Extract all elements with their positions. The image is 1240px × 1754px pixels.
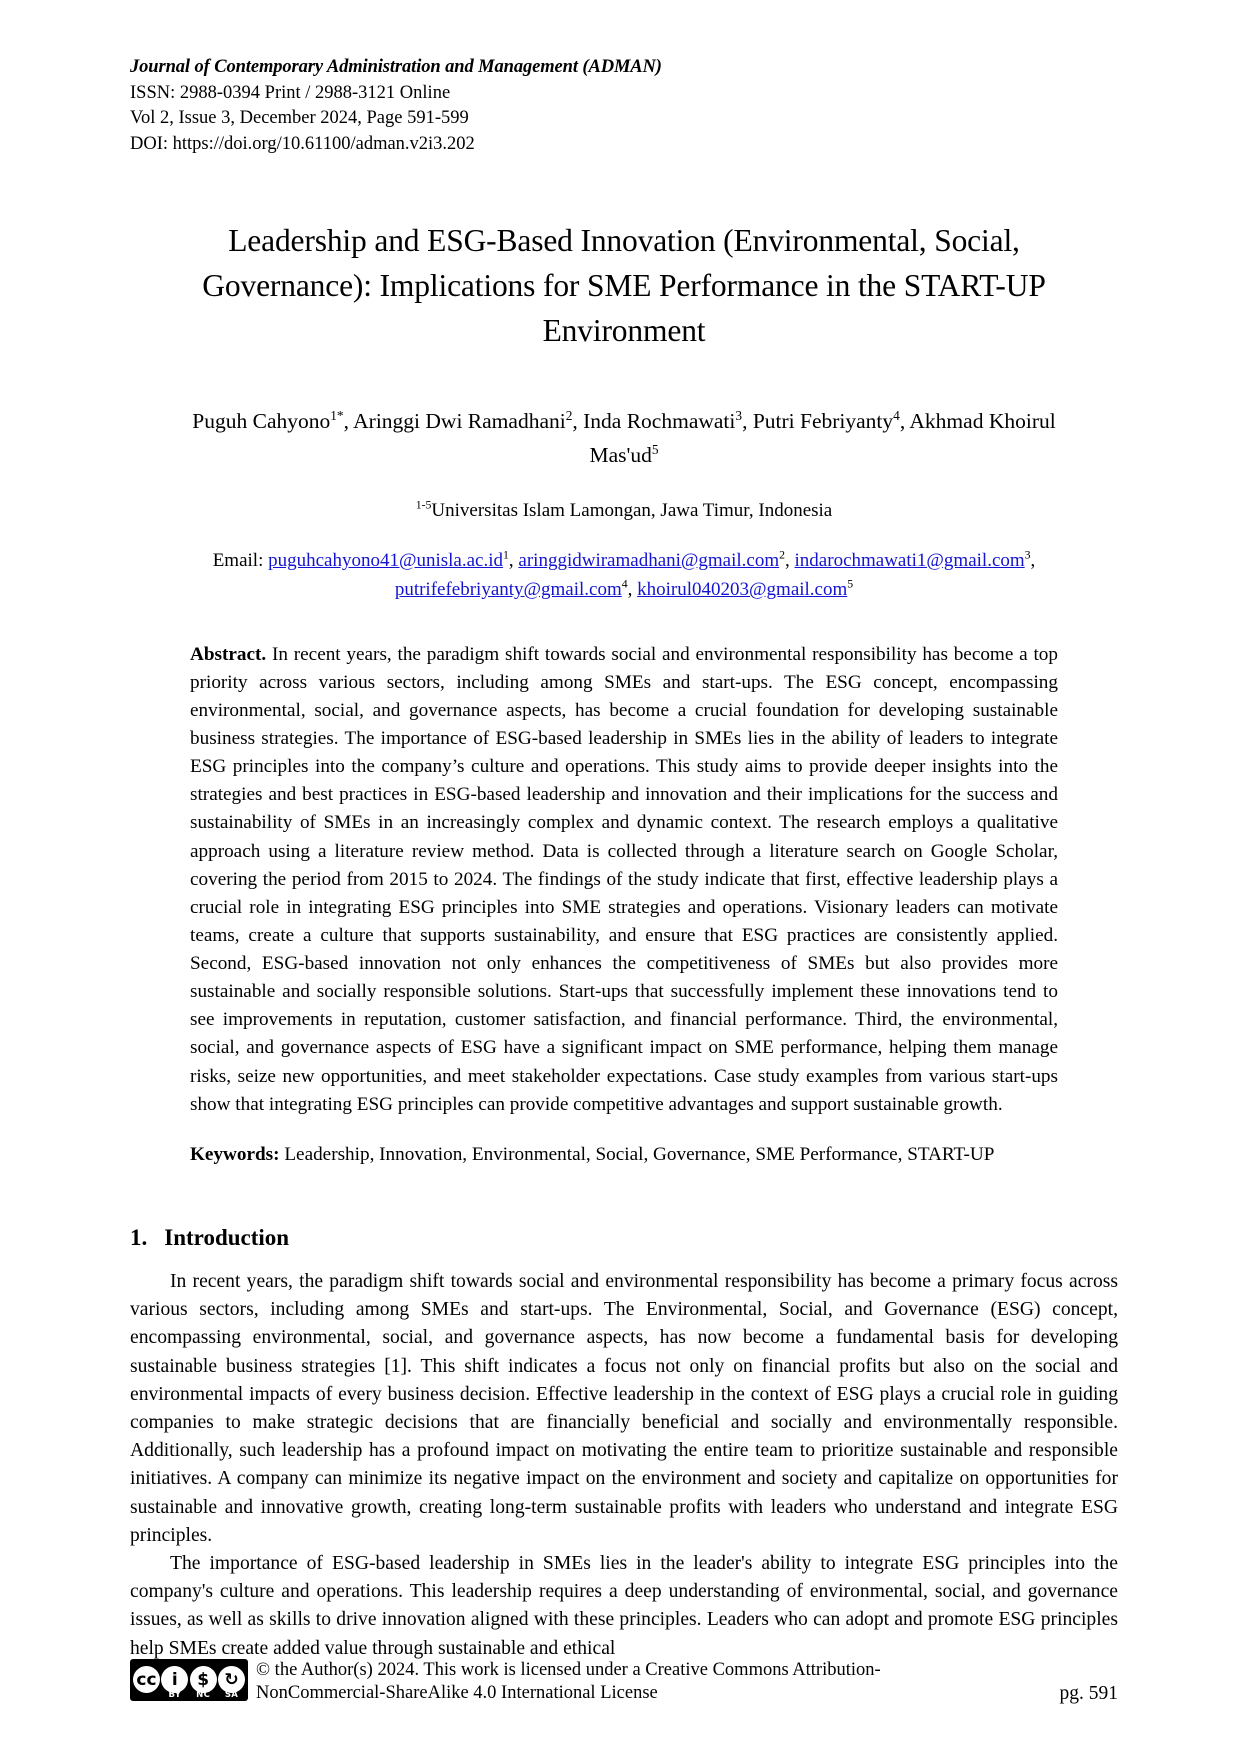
- section-number: 1.: [130, 1224, 148, 1250]
- creative-commons-badge: [130, 1659, 248, 1701]
- abstract-paragraph: [190, 641, 1058, 1119]
- cc-logo-icon: cc: [133, 1666, 160, 1693]
- page-number: pg. 591: [1059, 1683, 1118, 1704]
- section-paragraph: In recent years, the paradigm shift towards social and environmental responsibility has become a primary focus across various sectors, including among SMEs and start-ups. The Environmental, Social, and Governance (ESG) concept, encompassing environmental, social, and governance aspects, has now become a fundamental basis for developing sustainable business strategies [1]. This shift indicates a focus not only on financial profits but also on the social and environmental impacts of every business decision. Effective leadership in the context of ESG plays a crucial role in guiding companies to make strategic decisions that are financially beneficial and socially and environmentally responsible. Additionally, such leadership has a profound impact on motivating the entire team to prioritize sustainable and responsible initiatives. A company can minimize its negative impact on the environment and society and capitalize on opportunities for sustainable and innovative growth, creating long-term sustainable profits with leaders who understand and integrate ESG principles.: [130, 1270, 1118, 1546]
- affiliation: [130, 500, 1118, 522]
- author-sep: ,: [343, 409, 354, 434]
- author-list: [130, 405, 1118, 472]
- email-link-4[interactable]: putrifefebriyanty@gmail.com: [394, 579, 622, 601]
- author-sup: 4: [893, 408, 900, 424]
- cc-noncommercial-icon: $: [190, 1666, 217, 1693]
- cc-label-sa: SA: [224, 1689, 239, 1700]
- section-heading-introduction: [130, 1225, 1118, 1251]
- affiliation-sup: 1-5: [415, 498, 432, 512]
- abstract-text: In recent years, the paradigm shift towards social and environmental responsibility has become a top priority across various sectors, including among SMEs and start-ups. The ESG concept, encompassing environmental, social, and governance aspects, has become a crucial foundation for developing sustainable business strategies. The importance of ESG-based leadership in SMEs lies in the ability of leaders to integrate ESG principles into the company’s culture and operations. This study aims to provide deeper insights into the strategies and best practices in ESG-based leadership and innovation and their implications for the success and sustainability of SMEs in an increasingly complex and dynamic context. The research employs a qualitative approach using a literature review method. Data is collected through a literature search on Google Scholar, covering the period from 2015 to 2024. The findings of the study indicate that first, effective leadership plays a crucial role in integrating ESG principles into SME strategies and operations. Visionary leaders can motivate teams, create a culture that supports sustainability, and ensure that ESG practices are consistently applied. Second, ESG-based innovation not only enhances the competitiveness of SMEs but also provides more sustainable and socially responsible solutions. Start-ups that successfully implement these innovations tend to see improvements in reputation, customer satisfaction, and financial performance. Third, the environmental, social, and governance aspects of ESG have a significant impact on SME performance, helping them manage risks, seize new opportunities, and meet stakeholder expectations. Case study examples from various start-ups show that integrating ESG principles can provide competitive advantages and support sustainable growth.: [190, 643, 1058, 1115]
- section-title: Introduction: [164, 1224, 290, 1250]
- cc-label-by: BY: [168, 1689, 182, 1700]
- keywords-text: Leadership, Innovation, Environmental, Social, Governance, SME Performance, START-UP: [284, 1143, 995, 1165]
- author-entry: Aringgi Dwi Ramadhani$^2$: [353, 408, 573, 434]
- author-sep: ,: [572, 409, 584, 434]
- cc-badge-labels: [133, 1690, 245, 1700]
- license-line-1: © the Author(s) 2024. This work is licensed under a Creative Commons Attribution-: [256, 1659, 881, 1680]
- email-sup-4: 4: [621, 577, 628, 591]
- journal-volume-issue: Vol 2, Issue 3, December 2024, Page 591-599: [130, 108, 469, 129]
- cc-label-nc: NC: [196, 1689, 211, 1700]
- license-line-2: NonCommercial-ShareAlike 4.0 International License: [256, 1683, 658, 1704]
- cc-attribution-icon: i: [161, 1666, 188, 1693]
- email-sup-2: 2: [779, 548, 786, 562]
- email-sup-3: 3: [1024, 548, 1031, 562]
- email-label: Email:: [212, 549, 264, 571]
- journal-issn: ISSN: 2988-0394 Print / 2988-3121 Online: [130, 82, 451, 103]
- journal-title: Journal of Contemporary Administration and Management (ADMAN): [130, 57, 662, 77]
- email-sup-5: 5: [847, 577, 854, 591]
- author-sup: 5: [651, 441, 659, 457]
- email-link-1[interactable]: puguhcahyono41@unisla.ac.id: [268, 549, 504, 571]
- abstract-label: Abstract.: [190, 643, 267, 665]
- email-line: Email: $puguhcahyono41@unisla.ac.id^1$, aringgidwiramadhani@gmail.com$^2$, indarochmawati1@gmail.com$^3$, putrifefebriyanty@gmail.com$^4$, khoirul040203@gmail.com$^5$: [212, 548, 1036, 601]
- keywords-label: Keywords:: [190, 1143, 280, 1165]
- page-title: Leadership and ESG-Based Innovation (Environmental, Social, Governance): Implications for SME Performance in the START-UP Environment: [202, 223, 1046, 348]
- author-entry: Inda Rochmawati$^3$: [583, 408, 743, 434]
- author-entry: Putri Febriyanty$^4$: [752, 408, 900, 434]
- section-paragraph: The importance of ESG-based leadership in SMEs lies in the leader's ability to integrate ESG principles into the company's culture and operations. This leadership requires a deep understanding of environmental, social, and governance issues, as well as skills to drive innovation aligned with these principles. Leaders who can adopt and promote ESG principles help SMEs create added value through sustainable and ethical: [130, 1553, 1118, 1659]
- email-link-2[interactable]: aringgidwiramadhani@gmail.com: [518, 549, 780, 571]
- email-link-3[interactable]: indarochmawati1@gmail.com: [794, 549, 1025, 571]
- license-text: [256, 1659, 1060, 1706]
- keywords-block: [190, 1141, 1058, 1169]
- journal-doi: DOI: https://doi.org/10.61100/adman.v2i3.202: [130, 133, 475, 154]
- email-sup-1: 1: [503, 548, 509, 562]
- author-sup: 2: [565, 408, 573, 424]
- page-footer: [130, 1659, 1118, 1706]
- author-sup: 1*: [330, 408, 344, 424]
- affiliation-text: Universitas Islam Lamongan, Jawa Timur, Indonesia: [431, 499, 833, 521]
- cc-sharealike-icon: ↻: [218, 1666, 245, 1693]
- author-sep: ,: [742, 409, 753, 434]
- journal-masthead: [130, 55, 1118, 157]
- email-link-5[interactable]: khoirul040203@gmail.com: [637, 579, 848, 601]
- author-entry: Akhmad Khoirul $Mas'ud^5$: [589, 409, 1056, 467]
- author-entry: Puguh Cahyono$^{1*}$: [192, 408, 344, 434]
- abstract-block: [190, 641, 1058, 1119]
- author-sup: 3: [735, 408, 743, 424]
- author-sep: ,: [899, 409, 910, 434]
